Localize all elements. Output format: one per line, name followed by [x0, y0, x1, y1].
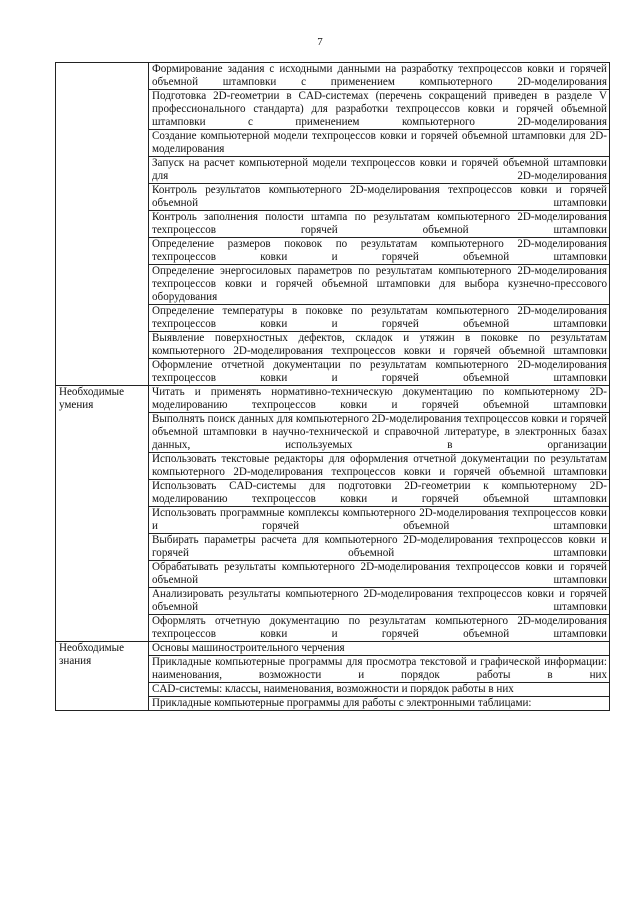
item-text: Контроль результатов компьютерного 2D-моделирования техпроцессов ковки и горячей объемной штамповки	[149, 184, 610, 211]
table-row	[56, 642, 610, 656]
requirements-table	[55, 62, 610, 711]
item-text: Оформлять отчетную документацию по результатам компьютерного 2D-моделирования техпроцессов ковки и горячей объемной штамповки	[149, 615, 610, 642]
item-text: Читать и применять нормативно-техническую документацию по компьютерному 2D-моделированию техпроцессов ковки и горячей объемной штамповки	[149, 386, 610, 413]
section-label: Необходимые умения	[56, 386, 149, 642]
item-text: Использовать программные комплексы компьютерного 2D-моделирования техпроцессов ковки и горячей объемной штамповки	[149, 507, 610, 534]
item-text: Выполнять поиск данных для компьютерного 2D-моделирования техпроцессов ковки и горячей объемной штамповки в научно-технической и справочной литературе, в электронных базах данных, используемых в организации	[149, 413, 610, 453]
section-label: Необходимые знания	[56, 642, 149, 711]
item-text: Обрабатывать результаты компьютерного 2D-моделирования техпроцессов ковки и горячей объемной штамповки	[149, 561, 610, 588]
item-text: Анализировать результаты компьютерного 2D-моделирования техпроцессов ковки и горячей объемной штамповки	[149, 588, 610, 615]
table-row	[56, 386, 610, 413]
item-text: Основы машиностроительного черчения	[149, 642, 610, 656]
item-text: Определение размеров поковок по результатам компьютерного 2D-моделирования техпроцессов ковки и горячей объемной штамповки	[149, 238, 610, 265]
item-text: CAD-системы: классы, наименования, возможности и порядок работы в них	[149, 683, 610, 697]
item-text: Прикладные компьютерные программы для просмотра текстовой и графической информации: наименования, возможности и порядок работы в них	[149, 656, 610, 683]
item-text: Выбирать параметры расчета для компьютерного 2D-моделирования техпроцессов ковки и горячей объемной штамповки	[149, 534, 610, 561]
item-text: Использовать текстовые редакторы для оформления отчетной документации по результатам компьютерного 2D-моделирования техпроцессов ковки и горячей объемной штамповки	[149, 453, 610, 480]
item-text: Контроль заполнения полости штампа по результатам компьютерного 2D-моделирования техпроцессов горячей объемной штамповки	[149, 211, 610, 238]
item-text: Выявление поверхностных дефектов, складок и утяжин в поковке по результатам компьютерного 2D-моделирования техпроцессов ковки и горячей объемной штамповки	[149, 332, 610, 359]
item-text: Формирование задания с исходными данными на разработку техпроцессов ковки и горячей объемной штамповки с применением компьютерного 2D-моделирования	[149, 63, 610, 90]
item-text: Подготовка 2D-геометрии в CAD-системах (перечень сокращений приведен в разделе V профессионального стандарта) для разработки техпроцессов ковки и горячей объемной штамповки с применением компьютерного 2D-моделирования	[149, 90, 610, 130]
item-text: Использовать CAD-системы для подготовки 2D-геометрии к компьютерному 2D-моделированию техпроцессов ковки и горячей объемной штамповки	[149, 480, 610, 507]
page-number: 7	[317, 36, 323, 48]
item-text: Прикладные компьютерные программы для работы с электронными таблицами:	[149, 697, 610, 711]
item-text: Определение температуры в поковке по результатам компьютерного 2D-моделирования техпроцессов ковки и горячей объемной штамповки	[149, 305, 610, 332]
item-text: Запуск на расчет компьютерной модели техпроцессов ковки и горячей объемной штамповки для 2D-моделирования	[149, 157, 610, 184]
item-text: Оформление отчетной документации по результатам компьютерного 2D-моделирования техпроцессов ковки и горячей объемной штамповки	[149, 359, 610, 386]
item-text: Определение энергосиловых параметров по результатам компьютерного 2D-моделирования техпроцессов ковки и горячей объемной штамповки для выбора кузнечно-прессового оборудования	[149, 265, 610, 305]
table-body	[56, 63, 610, 711]
table-row	[56, 63, 610, 90]
item-text: Создание компьютерной модели техпроцессов ковки и горячей объемной штамповки для 2D-моделирования	[149, 130, 610, 157]
section-label	[56, 63, 149, 386]
